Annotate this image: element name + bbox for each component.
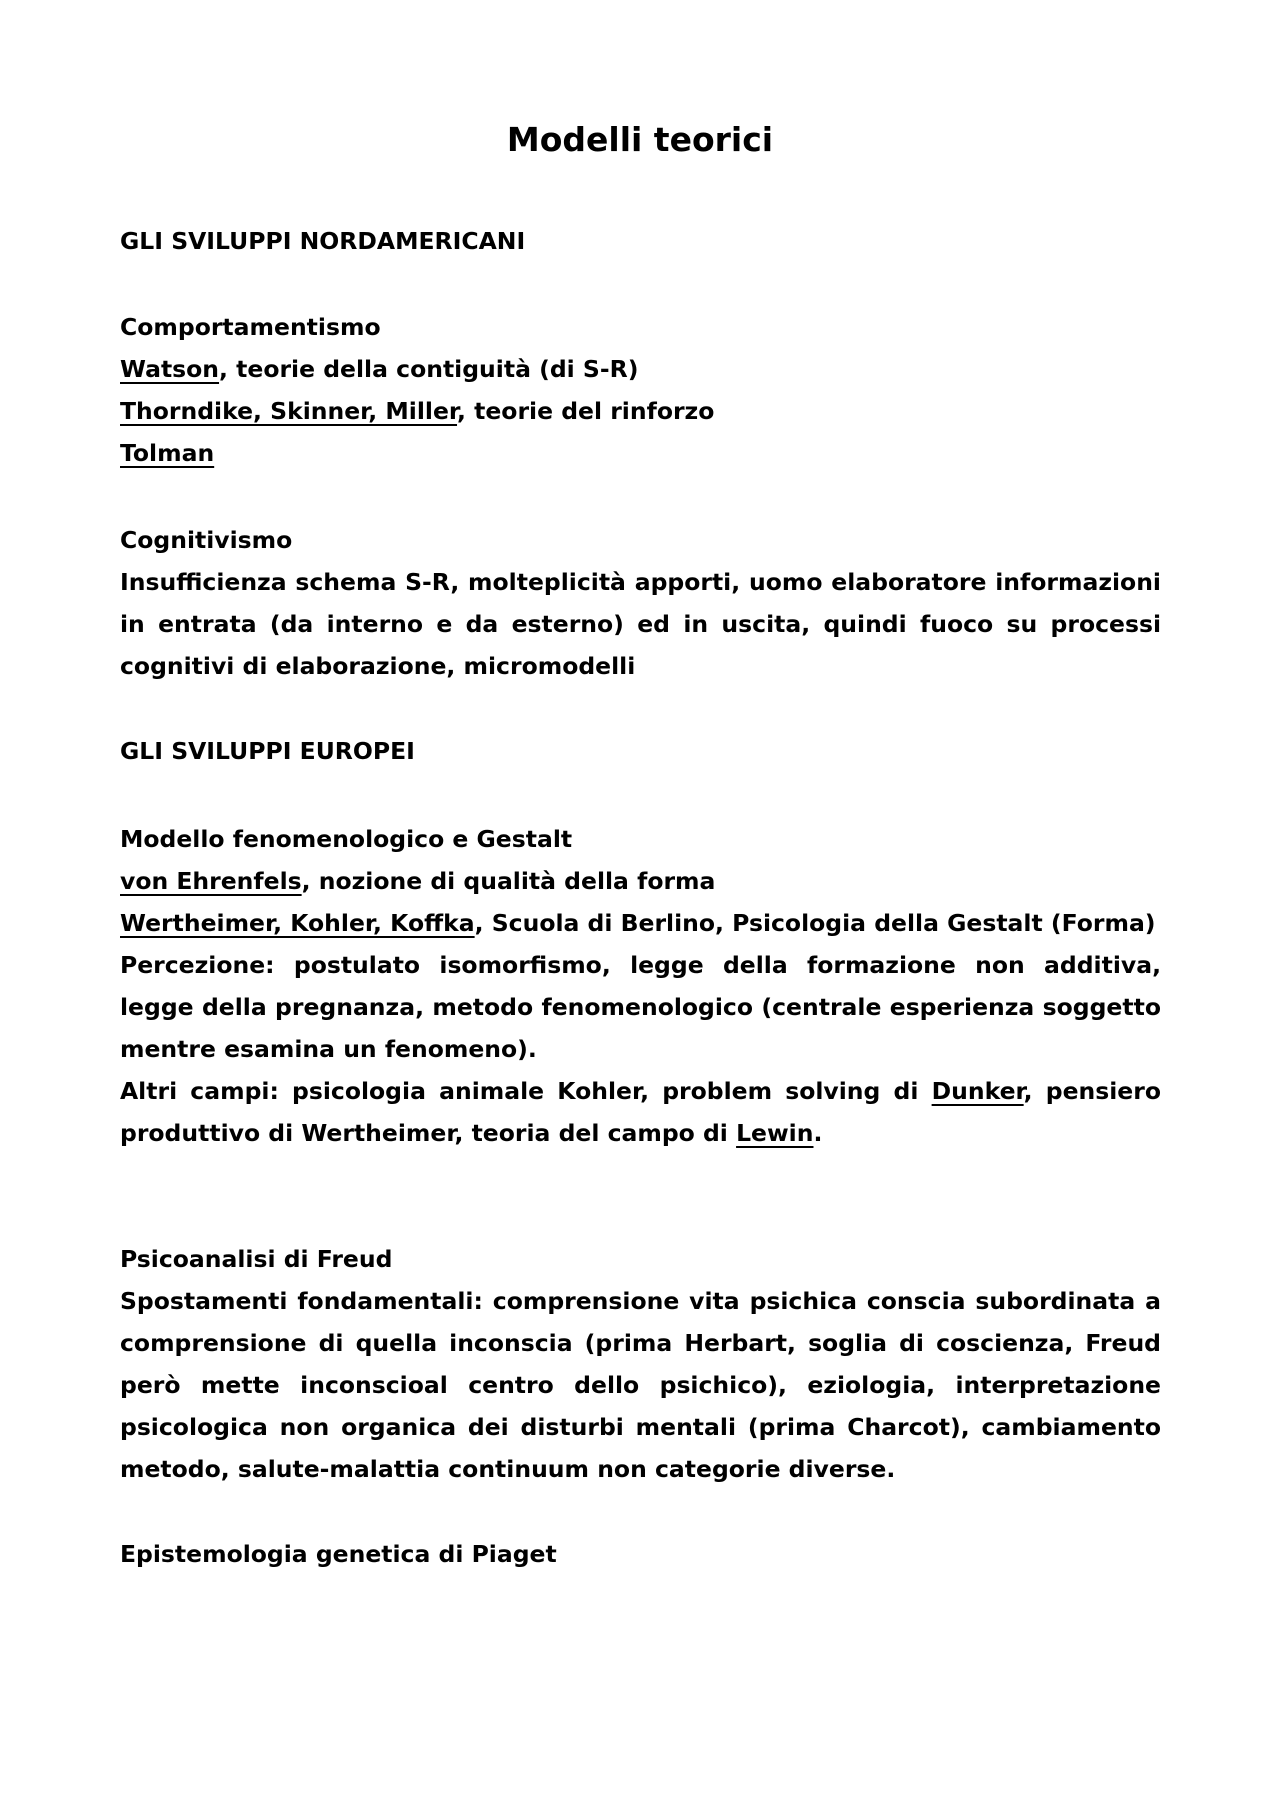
link-von-ehrenfels[interactable]: von Ehrenfels [120, 867, 302, 895]
altri-campi-paragraph [120, 1070, 1161, 1154]
link-wertheimer-kohler-koffka[interactable]: Wertheimer, Kohler, Koffka [120, 909, 475, 937]
ehrenfels-desc: , nozione di qualità della forma [301, 867, 716, 895]
link-dunker[interactable]: Dunker [931, 1077, 1024, 1105]
cognitivismo-paragraph: Insufficienza schema S-R, molteplicità apporti, uomo elaboratore informazioni in entrata (da interno e da esterno) ed in uscita, quindi fuoco su processi cognitivi di elaborazione, micromodelli [120, 568, 1161, 680]
section-europa [120, 730, 1161, 772]
wertheimer-paragraph [120, 902, 1161, 944]
altri-end: . [813, 1119, 823, 1147]
watson-line [120, 348, 1161, 390]
subsection-heading-freud: Psicoanalisi di Freud [120, 1245, 393, 1273]
thorndike-line [120, 390, 1161, 432]
section-heading-europa: GLI SVILUPPI EUROPEI [120, 737, 415, 765]
watson-desc: , teorie della contiguità (di S-R) [219, 355, 639, 383]
subsection-piaget [120, 1533, 1161, 1575]
subsection-freud [120, 1238, 1161, 1490]
subsection-heading-piaget: Epistemologia genetica di Piaget [120, 1540, 557, 1568]
subsection-gestalt [120, 818, 1161, 1154]
section-heading-nordamerica: GLI SVILUPPI NORDAMERICANI [120, 227, 526, 255]
subsection-cognitivismo [120, 519, 1161, 687]
subsection-heading-comportamentismo: Comportamentismo [120, 313, 381, 341]
link-lewin[interactable]: Lewin [736, 1119, 814, 1147]
tolman-line [120, 432, 1161, 474]
altri-prefix: Altri campi: psicologia animale Kohler, problem solving di [120, 1077, 932, 1105]
subsection-comportamentismo [120, 306, 1161, 474]
subsection-heading-gestalt: Modello fenomenologico e Gestalt [120, 825, 573, 853]
section-nordamerica [120, 220, 1161, 262]
ehrenfels-line [120, 860, 1161, 902]
subsection-heading-cognitivismo: Cognitivismo [120, 526, 293, 554]
freud-paragraph: Spostamenti fondamentali: comprensione vita psichica conscia subordinata a comprensione di quella inconscia (prima Herbart, soglia di coscienza, Freud però mette inconscioal centro dello psichico), eziologia, interpretazione psicologica non organica dei disturbi mentali (prima Charcot), cambiamento metodo, salute-malattia continuum non categorie diverse. [120, 1287, 1161, 1483]
link-thorndike-skinner-miller[interactable]: Thorndike, Skinner, Miller [120, 397, 458, 425]
link-watson[interactable]: Watson [120, 355, 220, 383]
page-title: Modelli teorici [506, 120, 774, 159]
link-tolman[interactable]: Tolman [120, 439, 215, 467]
percezione-paragraph: Percezione: postulato isomorfismo, legge della formazione non additiva, legge della pregnanza, metodo fenomenologico (centrale esperienza soggetto mentre esamina un fenomeno). [120, 951, 1161, 1063]
wertheimer-desc: , Scuola di Berlino, Psicologia della Gestalt (Forma) [474, 909, 1156, 937]
thorndike-desc: , teorie del rinforzo [457, 397, 715, 425]
altri-mid: , pensiero produttivo di Wertheimer, teoria del campo di [120, 1077, 1161, 1147]
